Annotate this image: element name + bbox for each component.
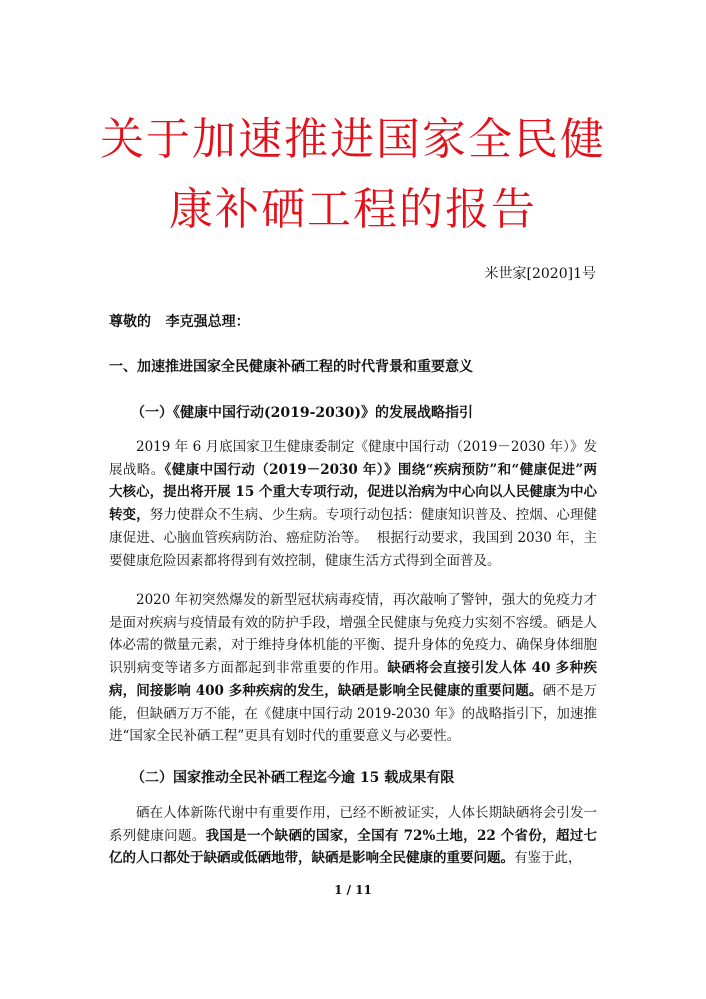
section-1-heading: 一、加速推进国家全民健康补硒工程的时代背景和重要意义	[109, 359, 473, 375]
paragraph-segment: 有鉴于此，	[514, 850, 582, 867]
paragraph-health-china-strategy	[109, 436, 597, 572]
salutation: 尊敬的 李克强总理：	[109, 314, 250, 330]
subsection-2-heading: （二）国家推动全民补硒工程迄今逾 15 载成果有限	[131, 770, 455, 786]
paragraph-bold-segment: 《健康中国行动（2019－2030 年）》围绕“疾病预防”和“健康促进”两大核心，提出将开展 15 个重大专项行动，促进以治病为中心向以人民健康为中心转变，	[109, 461, 597, 524]
document-title-line-1: 关于加速推进国家全民健	[100, 114, 606, 165]
paragraph-segment: 硒在人体新陈代谢中有重要作用，已经不断被证实，人体长期缺硒将会引发一系列健康问题。	[109, 805, 597, 844]
paragraph-selenium-deficiency	[109, 802, 597, 870]
paragraph-bold-segment: 我国是一个缺硒的国家，全国有 72%土地，22 个省份，超过七亿的人口都处于缺硒或低硒地带，缺硒是影响全民健康的重要问题。	[109, 827, 597, 867]
paragraph-segment: 2019 年 6 月底国家卫生健康委制定《健康中国行动（2019－2030 年）》发展战略。	[109, 439, 597, 478]
subsection-1-heading: （一）《健康中国行动(2019-2030)》的发展战略指引	[131, 405, 473, 421]
paragraph-selenium-importance	[109, 589, 597, 748]
paragraph-segment: 2020 年初突然爆发的新型冠状病毒疫情，再次敲响了警钟，强大的免疫力才是面对疾病与疫情最有效的防护手段，增强全民健康与免疫力实刻不容缓。硒是人体必需的微量元素，对于维持身体机能的平衡、提升身体的免疫力、确保身体细胞识别病变等诸多方面都起到非常重要的作用。	[109, 592, 597, 677]
paragraph-segment: 努力使群众不生病、少生病。专项行动包括：健康知识普及、控烟、心理健康促进、心脑血管疾病防治、癌症防治等。 根据行动要求，我国到 2030 年，主要健康危险因素都将得到有效控制，健康生活方式得到全面普及。	[109, 507, 597, 569]
document-number: 米世家[2020]1号	[484, 266, 596, 282]
document-title-line-2: 康补硒工程的报告	[169, 184, 537, 235]
page-number: 1 / 11	[334, 883, 372, 897]
paragraph-bold-segment: 缺硒将会直接引发人体 40 多种疾病，间接影响 400 多种疾病的发生，缺硒是影响全民健康的重要问题。	[109, 660, 598, 699]
paragraph-segment: 硒不是万能，但缺硒万万不能，在《健康中国行动 2019-2030 年》的战略指引下，加速推进“国家全民补硒工程”更具有划时代的重要意义与必要性。	[109, 682, 597, 745]
